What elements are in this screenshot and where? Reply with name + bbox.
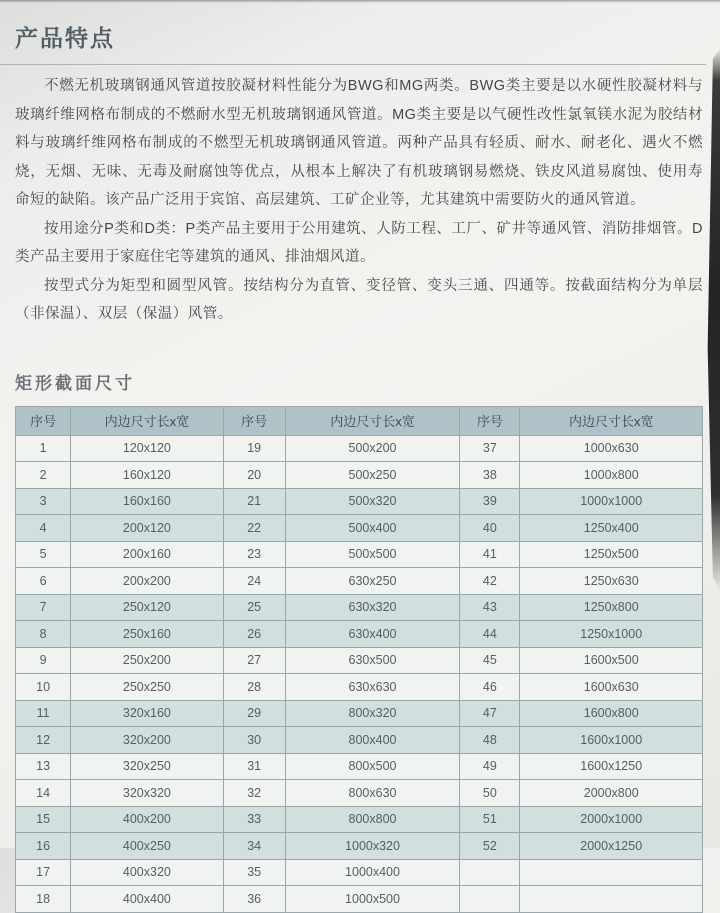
size-cell: 320x160 <box>71 700 223 727</box>
serial-cell: 13 <box>16 753 71 780</box>
serial-cell: 16 <box>16 833 71 860</box>
serial-cell: 31 <box>223 753 285 780</box>
header-serial-number: 序号 <box>16 406 71 435</box>
table-row <box>16 700 703 727</box>
size-cell: 1250x1000 <box>520 621 703 648</box>
serial-cell: 9 <box>16 647 71 674</box>
size-cell: 1600x1250 <box>520 753 703 780</box>
size-cell: 500x200 <box>285 435 460 462</box>
dimensions-table <box>15 406 703 913</box>
size-cell: 1000x500 <box>285 886 460 913</box>
serial-cell: 17 <box>16 859 71 886</box>
size-cell: 400x250 <box>71 833 223 860</box>
size-cell: 1250x400 <box>520 515 703 542</box>
size-cell: 800x320 <box>285 700 460 727</box>
size-cell: 500x500 <box>285 541 460 568</box>
header-inner-size: 内边尺寸长x宽 <box>285 406 460 435</box>
serial-cell: 18 <box>16 886 71 913</box>
serial-cell: 29 <box>223 700 285 727</box>
size-cell: 400x320 <box>71 859 223 886</box>
paragraph-materials: 不燃无机玻璃钢通风管道按胶凝材料性能分为BWG和MG两类。BWG类主要是以水硬性胶凝材料与玻璃纤维网格布制成的不燃耐水型无机玻璃钢通风管道。MG类主要是以气硬性改性氯氧镁水泥为胶结材料与玻璃纤维网格布制成的不燃型无机玻璃钢通风管道。两种产品具有轻质、耐水、耐老化、遇火不燃烧，无烟、无味、无毒及耐腐蚀等优点，从根本上解决了有机玻璃钢易燃烧、铁皮风道易腐蚀、使用寿命短的缺陷。该产品广泛用于宾馆、高层建筑、工矿企业等，尤其建筑中需要防火的通风管道。 <box>15 78 703 208</box>
size-cell: 630x630 <box>285 674 460 701</box>
header-serial-number: 序号 <box>223 406 285 435</box>
serial-cell: 15 <box>16 806 71 833</box>
serial-cell: 19 <box>223 435 285 462</box>
size-cell: 630x500 <box>285 647 460 674</box>
serial-cell: 33 <box>223 806 285 833</box>
size-cell: 1250x800 <box>520 594 703 621</box>
size-cell: 630x250 <box>285 568 460 595</box>
table-row <box>16 647 703 674</box>
paragraph-usage-classes: 按用途分P类和D类：P类产品主要用于公用建筑、人防工程、工厂、矿井等通风管、消防排烟管。D类产品主要用于家庭住宅等建筑的通风、排油烟风道。 <box>15 220 703 265</box>
size-cell: 200x120 <box>71 515 223 542</box>
serial-cell: 47 <box>460 700 520 727</box>
table-row <box>16 753 703 780</box>
serial-cell: 24 <box>223 568 285 595</box>
size-cell: 250x120 <box>71 594 223 621</box>
table-row <box>16 435 703 462</box>
table-row <box>16 568 703 595</box>
size-cell: 1000x800 <box>520 462 703 489</box>
size-cell: 800x630 <box>285 780 460 807</box>
serial-cell: 46 <box>460 674 520 701</box>
serial-cell: 34 <box>223 833 285 860</box>
serial-cell: 52 <box>460 833 520 860</box>
header-inner-size: 内边尺寸长x宽 <box>520 406 703 435</box>
paragraph-shapes: 按型式分为矩型和圆型风管。按结构分为直管、变径管、变头三通、四通等。按截面结构分为单层（非保温）、双层（保温）风管。 <box>15 277 703 322</box>
size-cell: 800x800 <box>285 806 460 833</box>
serial-cell: 20 <box>223 462 285 489</box>
serial-cell: 51 <box>460 806 520 833</box>
table-row <box>16 541 703 568</box>
size-cell <box>520 859 703 886</box>
serial-cell: 14 <box>16 780 71 807</box>
serial-cell: 35 <box>223 859 285 886</box>
size-cell: 120x120 <box>71 435 223 462</box>
serial-cell: 41 <box>460 541 520 568</box>
header-serial-number: 序号 <box>460 406 520 435</box>
page-title: 产品特点 <box>15 25 115 51</box>
serial-cell: 4 <box>16 515 71 542</box>
size-cell: 400x400 <box>71 886 223 913</box>
size-cell: 630x400 <box>285 621 460 648</box>
serial-cell <box>460 859 520 886</box>
table-body <box>16 435 703 912</box>
size-cell: 1600x800 <box>520 700 703 727</box>
size-cell: 1250x630 <box>520 568 703 595</box>
table-row <box>16 780 703 807</box>
size-cell: 800x400 <box>285 727 460 754</box>
serial-cell: 25 <box>223 594 285 621</box>
serial-cell: 44 <box>460 621 520 648</box>
table-row <box>16 806 703 833</box>
size-cell: 630x320 <box>285 594 460 621</box>
serial-cell: 36 <box>223 886 285 913</box>
serial-cell: 30 <box>223 727 285 754</box>
table-row <box>16 727 703 754</box>
serial-cell: 48 <box>460 727 520 754</box>
size-cell: 320x200 <box>71 727 223 754</box>
size-cell: 2000x1000 <box>520 806 703 833</box>
serial-cell: 42 <box>460 568 520 595</box>
serial-cell: 12 <box>16 727 71 754</box>
size-cell: 1600x630 <box>520 674 703 701</box>
table-row <box>16 833 703 860</box>
header-inner-size: 内边尺寸长x宽 <box>71 406 223 435</box>
size-cell <box>520 886 703 913</box>
serial-cell: 22 <box>223 515 285 542</box>
table-row <box>16 462 703 489</box>
serial-cell: 7 <box>16 594 71 621</box>
serial-cell <box>460 886 520 913</box>
size-cell: 1600x500 <box>520 647 703 674</box>
size-cell: 1000x320 <box>285 833 460 860</box>
serial-cell: 38 <box>460 462 520 489</box>
table-row <box>16 886 703 913</box>
size-cell: 500x250 <box>285 462 460 489</box>
table-row <box>16 674 703 701</box>
size-cell: 2000x800 <box>520 780 703 807</box>
size-cell: 800x500 <box>285 753 460 780</box>
serial-cell: 43 <box>460 594 520 621</box>
serial-cell: 27 <box>223 647 285 674</box>
size-cell: 400x200 <box>71 806 223 833</box>
serial-cell: 45 <box>460 647 520 674</box>
serial-cell: 2 <box>16 462 71 489</box>
size-cell: 2000x1250 <box>520 833 703 860</box>
size-cell: 250x160 <box>71 621 223 648</box>
table-row <box>16 488 703 515</box>
serial-cell: 49 <box>460 753 520 780</box>
serial-cell: 50 <box>460 780 520 807</box>
serial-cell: 39 <box>460 488 520 515</box>
serial-cell: 40 <box>460 515 520 542</box>
size-cell: 250x250 <box>71 674 223 701</box>
serial-cell: 11 <box>16 700 71 727</box>
table-row <box>16 859 703 886</box>
serial-cell: 32 <box>223 780 285 807</box>
table-row <box>16 515 703 542</box>
title-divider <box>0 64 706 65</box>
size-cell: 160x160 <box>71 488 223 515</box>
size-cell: 1600x1000 <box>520 727 703 754</box>
serial-cell: 8 <box>16 621 71 648</box>
size-cell: 200x200 <box>71 568 223 595</box>
size-cell: 320x320 <box>71 780 223 807</box>
size-cell: 500x400 <box>285 515 460 542</box>
serial-cell: 1 <box>16 435 71 462</box>
serial-cell: 28 <box>223 674 285 701</box>
size-cell: 200x160 <box>71 541 223 568</box>
serial-cell: 6 <box>16 568 71 595</box>
serial-cell: 37 <box>460 435 520 462</box>
size-cell: 1000x400 <box>285 859 460 886</box>
serial-cell: 5 <box>16 541 71 568</box>
serial-cell: 3 <box>16 488 71 515</box>
size-cell: 250x200 <box>71 647 223 674</box>
serial-cell: 21 <box>223 488 285 515</box>
section-title: 矩形截面尺寸 <box>15 373 135 393</box>
table-header-row <box>16 406 703 435</box>
table-row <box>16 594 703 621</box>
size-cell: 1000x1000 <box>520 488 703 515</box>
size-cell: 160x120 <box>71 462 223 489</box>
serial-cell: 23 <box>223 541 285 568</box>
table-row <box>16 621 703 648</box>
size-cell: 500x320 <box>285 488 460 515</box>
size-cell: 1000x630 <box>520 435 703 462</box>
size-cell: 1250x500 <box>520 541 703 568</box>
size-cell: 320x250 <box>71 753 223 780</box>
intro-text <box>15 72 703 329</box>
serial-cell: 26 <box>223 621 285 648</box>
serial-cell: 10 <box>16 674 71 701</box>
